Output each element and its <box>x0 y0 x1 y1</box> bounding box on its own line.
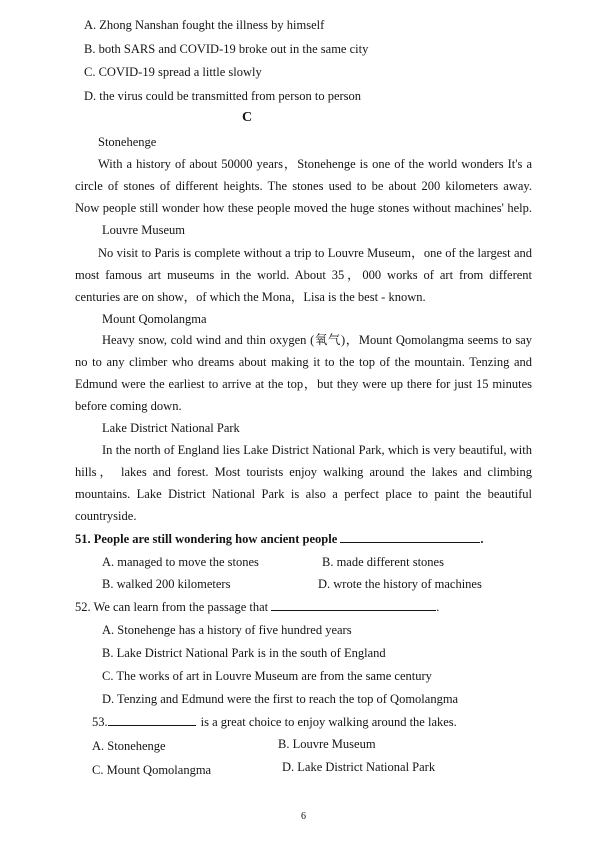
q50-option-b: B. both SARS and COVID-19 broke out in the same city <box>84 42 369 56</box>
q50-option-c: C. COVID-19 spread a little slowly <box>84 65 262 79</box>
louvre-line-1: No visit to Paris is complete without a trip to Louvre Museum，one of the largest and <box>98 246 532 260</box>
qomolangma-line-3: Edmund were the earliest to arrive at the top，but they were up there for just 15 minutes <box>75 377 532 391</box>
lake-district-line-3: mountains. Lake District National Park is also a perfect place to paint the beautiful <box>75 487 532 501</box>
q52-option-d: D. Tenzing and Edmund were the first to reach the top of Qomolangma <box>102 692 459 706</box>
q52-stem-end: . <box>436 600 440 614</box>
q53-number: 53. <box>92 715 108 729</box>
q50-option-a: A. Zhong Nanshan fought the illness by himself <box>84 18 325 32</box>
lake-district-title: Lake District National Park <box>102 421 240 435</box>
q52-option-a: A. Stonehenge has a history of five hundred years <box>102 623 352 637</box>
q51-stem-text: 51. People are still wondering how ancient people <box>75 532 338 546</box>
lake-district-line-4: countryside. <box>75 509 137 523</box>
louvre-line-3: centuries are on show，of which the Mona，Lisa is the best - known. <box>75 290 426 304</box>
stonehenge-line-2: circle of stones of different heights. The stones used to be about 200 kilometers away. <box>75 179 532 193</box>
q53-answer-blank <box>108 714 196 726</box>
q52-option-c: C. The works of art in Louvre Museum are from the same century <box>102 669 432 683</box>
lake-district-line-2: hills， lakes and forest. Most tourists enjoy walking around the lakes and climbing <box>75 465 532 479</box>
q51-option-d: D. wrote the history of machines <box>318 577 482 591</box>
q51-answer-blank <box>340 531 480 543</box>
q52-answer-blank <box>271 599 436 611</box>
q51-option-a: A. managed to move the stones <box>102 555 259 569</box>
section-heading: C <box>242 110 253 125</box>
q53-option-a: A. Stonehenge <box>92 739 166 753</box>
page-number: 6 <box>301 811 306 822</box>
q51-stem-end: . <box>480 532 484 546</box>
q52-stem <box>75 599 439 615</box>
q51-stem <box>75 531 484 547</box>
q52-option-b: B. Lake District National Park is in the south of England <box>102 646 386 660</box>
q53-stem-text: is a great choice to enjoy walking around the lakes. <box>200 715 457 729</box>
stonehenge-line-3: Now people still wonder how these people moved the huge stones without machines' help. <box>75 201 532 215</box>
qomolangma-line-1: Heavy snow, cold wind and thin oxygen (氧气)，Mount Qomolangma seems to say <box>102 333 532 347</box>
q51-option-b: B. made different stones <box>322 555 444 569</box>
stonehenge-line-1: With a history of about 50000 years，Stonehenge is one of the world wonders It's a <box>98 157 532 171</box>
qomolangma-title: Mount Qomolangma <box>102 312 207 326</box>
q52-stem-text: 52. We can learn from the passage that <box>75 600 269 614</box>
qomolangma-line-2: no to any climber who dreams about making it to the top of the mountain. Tenzing and <box>75 355 532 369</box>
q53-stem <box>92 714 457 730</box>
louvre-line-2: most famous art museums in the world. About 35，000 works of art from different <box>75 268 532 282</box>
q50-option-d: D. the virus could be transmitted from person to person <box>84 89 362 103</box>
q51-option-c: B. walked 200 kilometers <box>102 577 231 591</box>
qomolangma-line-4: before coming down. <box>75 399 182 413</box>
lake-district-line-1: In the north of England lies Lake District National Park, which is very beautiful, with <box>102 443 532 457</box>
q53-option-b: B. Louvre Museum <box>278 737 376 751</box>
q53-option-d: D. Lake District National Park <box>282 760 436 774</box>
q53-option-c: C. Mount Qomolangma <box>92 763 212 777</box>
stonehenge-title: Stonehenge <box>98 135 157 149</box>
louvre-title: Louvre Museum <box>102 223 185 237</box>
